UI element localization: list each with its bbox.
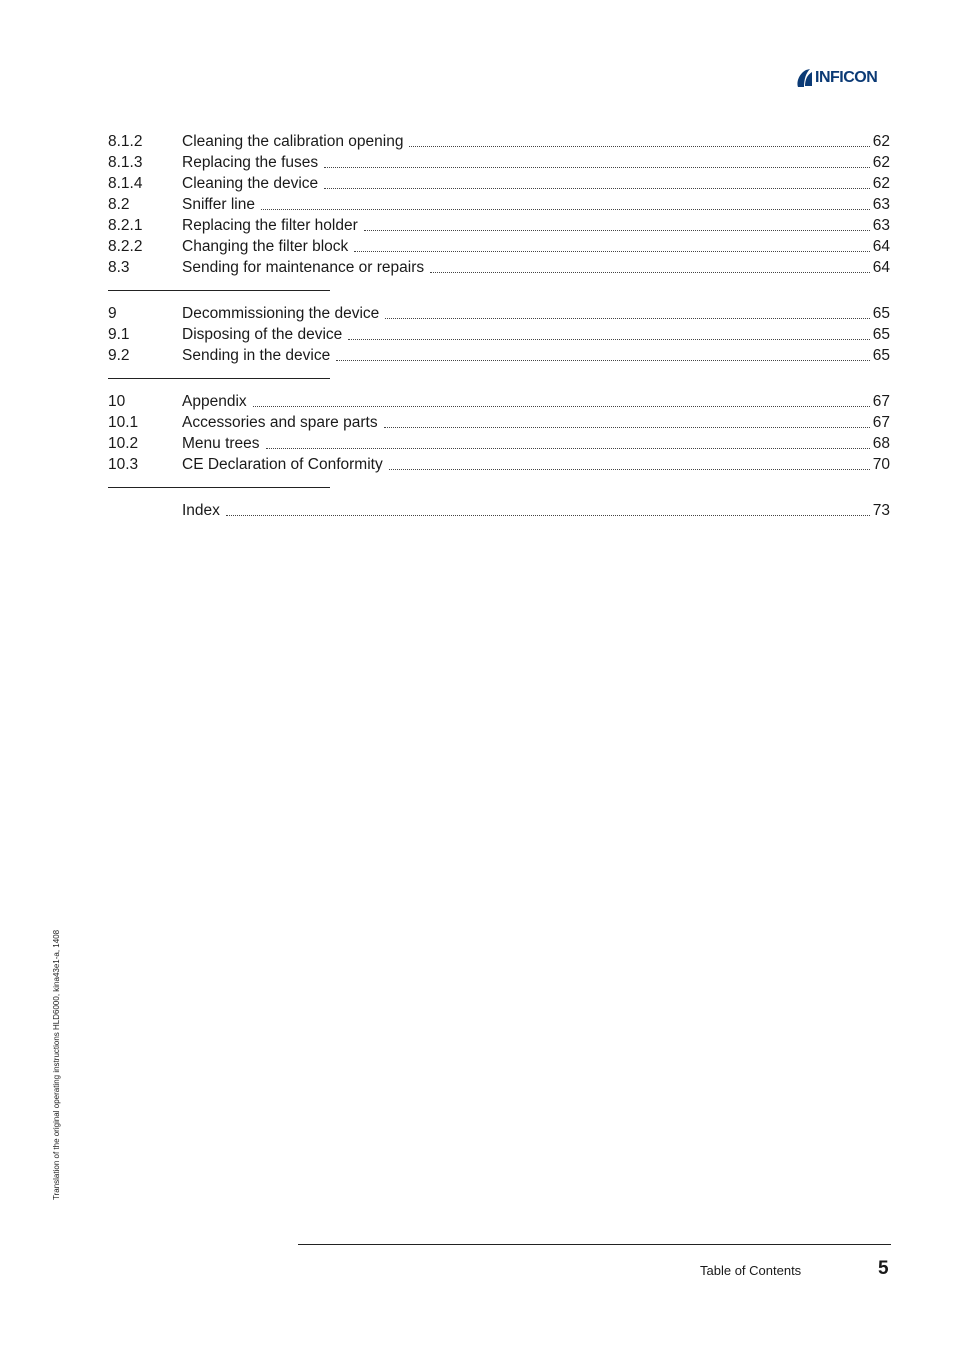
toc-entry[interactable] bbox=[108, 257, 890, 278]
toc-title: Decommissioning the device bbox=[182, 305, 380, 322]
toc-number: 10 bbox=[108, 393, 126, 410]
toc-page: 62 bbox=[872, 175, 890, 192]
footer-divider bbox=[298, 1244, 891, 1245]
toc-leader bbox=[364, 229, 870, 231]
toc-title: Cleaning the device bbox=[182, 175, 319, 192]
table-of-contents bbox=[108, 131, 890, 533]
toc-leader bbox=[409, 145, 870, 147]
toc-entry[interactable] bbox=[108, 345, 890, 366]
toc-number: 8.2.1 bbox=[108, 217, 143, 234]
toc-group-9 bbox=[108, 303, 890, 366]
toc-title: Appendix bbox=[182, 393, 247, 410]
toc-number: 10.1 bbox=[108, 414, 139, 431]
toc-number: 8.2 bbox=[108, 196, 130, 213]
toc-page: 67 bbox=[872, 414, 890, 431]
toc-entry[interactable] bbox=[108, 173, 890, 194]
toc-entry[interactable] bbox=[108, 131, 890, 152]
toc-number: 9 bbox=[108, 305, 117, 322]
toc-number: 8.1.3 bbox=[108, 154, 143, 171]
toc-number: 8.2.2 bbox=[108, 238, 143, 255]
toc-leader bbox=[324, 187, 870, 189]
toc-page: 67 bbox=[872, 393, 890, 410]
toc-group-8 bbox=[108, 131, 890, 278]
toc-group-index bbox=[108, 500, 890, 521]
footer-page-number: 5 bbox=[878, 1258, 889, 1279]
footer-section-label: Table of Contents bbox=[700, 1263, 802, 1278]
toc-title: Sending in the device bbox=[182, 347, 331, 364]
toc-page: 65 bbox=[872, 305, 890, 322]
chapter-divider bbox=[108, 487, 330, 488]
toc-leader bbox=[389, 468, 870, 470]
toc-title: Index bbox=[182, 502, 220, 519]
toc-number: 10.3 bbox=[108, 456, 139, 473]
toc-number: 8.3 bbox=[108, 259, 130, 276]
toc-title: Accessories and spare parts bbox=[182, 414, 378, 431]
toc-entry[interactable] bbox=[108, 215, 890, 236]
toc-page: 62 bbox=[872, 133, 890, 150]
toc-page: 63 bbox=[872, 196, 890, 213]
inficon-logo-text: INFICON bbox=[815, 69, 878, 86]
toc-leader bbox=[261, 208, 870, 210]
toc-leader bbox=[430, 271, 870, 273]
toc-entry[interactable] bbox=[108, 303, 890, 324]
inficon-logo-icon bbox=[794, 67, 814, 89]
document-reference: Translation of the original operating instructions HLD6000, kina43e1-a, 1408 bbox=[52, 929, 61, 1200]
toc-leader bbox=[384, 426, 870, 428]
toc-entry[interactable] bbox=[108, 454, 890, 475]
chapter-divider bbox=[108, 378, 330, 379]
toc-page: 64 bbox=[872, 259, 890, 276]
toc-leader bbox=[336, 359, 870, 361]
toc-title: Menu trees bbox=[182, 435, 260, 452]
toc-entry[interactable] bbox=[108, 500, 890, 521]
toc-leader bbox=[266, 447, 870, 449]
toc-number: 9.2 bbox=[108, 347, 130, 364]
toc-leader bbox=[253, 405, 870, 407]
toc-title: Disposing of the device bbox=[182, 326, 343, 343]
toc-entry[interactable] bbox=[108, 324, 890, 345]
toc-entry[interactable] bbox=[108, 433, 890, 454]
toc-title: Sending for maintenance or repairs bbox=[182, 259, 425, 276]
toc-leader bbox=[348, 338, 870, 340]
toc-leader bbox=[354, 250, 870, 252]
toc-page: 65 bbox=[872, 347, 890, 364]
toc-title: Changing the filter block bbox=[182, 238, 349, 255]
toc-leader bbox=[385, 317, 870, 319]
chapter-divider bbox=[108, 290, 330, 291]
toc-title: CE Declaration of Conformity bbox=[182, 456, 383, 473]
toc-leader bbox=[324, 166, 870, 168]
toc-page: 68 bbox=[872, 435, 890, 452]
inficon-logo bbox=[794, 66, 894, 90]
toc-group-10 bbox=[108, 391, 890, 475]
toc-title: Sniffer line bbox=[182, 196, 255, 213]
toc-number: 10.2 bbox=[108, 435, 139, 452]
toc-page: 62 bbox=[872, 154, 890, 171]
toc-entry[interactable] bbox=[108, 194, 890, 215]
toc-leader bbox=[226, 514, 870, 516]
toc-title: Cleaning the calibration opening bbox=[182, 133, 404, 150]
toc-number: 8.1.4 bbox=[108, 175, 143, 192]
toc-entry[interactable] bbox=[108, 391, 890, 412]
toc-entry[interactable] bbox=[108, 412, 890, 433]
toc-page: 70 bbox=[872, 456, 890, 473]
toc-number: 8.1.2 bbox=[108, 133, 143, 150]
toc-entry[interactable] bbox=[108, 236, 890, 257]
toc-page: 64 bbox=[872, 238, 890, 255]
toc-title: Replacing the fuses bbox=[182, 154, 319, 171]
toc-page: 63 bbox=[872, 217, 890, 234]
toc-number: 9.1 bbox=[108, 326, 130, 343]
toc-entry[interactable] bbox=[108, 152, 890, 173]
toc-page: 73 bbox=[872, 502, 890, 519]
toc-page: 65 bbox=[872, 326, 890, 343]
toc-title: Replacing the filter holder bbox=[182, 217, 358, 234]
